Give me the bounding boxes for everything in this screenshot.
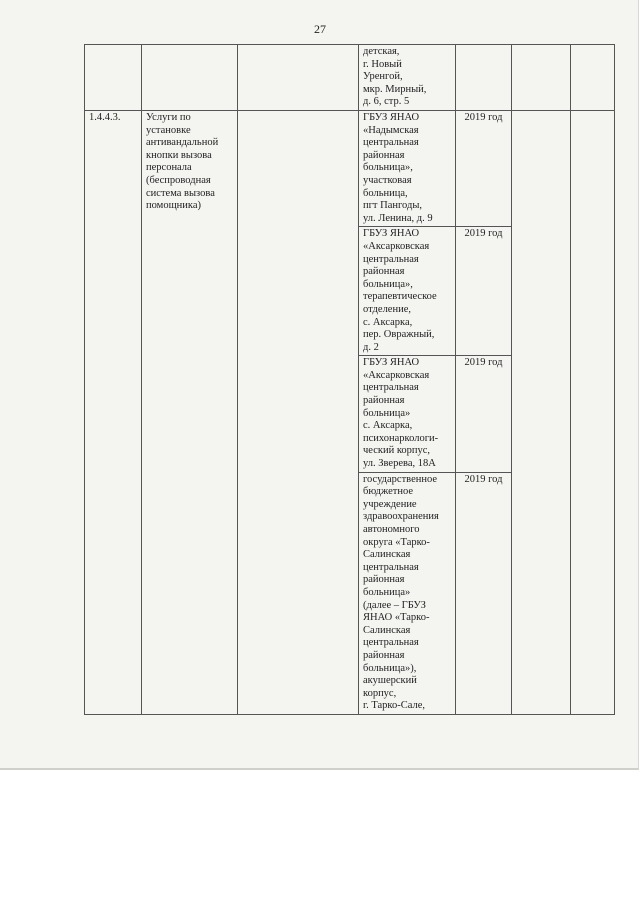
organization-text: ГБУЗ ЯНАО «Аксарковская центральная районная больница» с. Аксарка, психонаркологи- ческий корпус, ул. Зверева, 18А [363, 357, 439, 470]
table-row [85, 111, 615, 227]
cell-organization [359, 227, 456, 356]
cell-year [456, 45, 512, 111]
cell-year [456, 227, 512, 356]
cell-empty [512, 45, 571, 111]
cell-service [142, 111, 238, 715]
year-text: 2019 год [464, 228, 503, 240]
cell-number [85, 111, 142, 715]
cell-organization [359, 45, 456, 111]
year-text: 2019 год [464, 112, 503, 123]
cell-empty [238, 111, 359, 715]
cell-organization [359, 472, 456, 714]
cell-service [142, 45, 238, 111]
year-text: 2019 год [464, 357, 503, 369]
organization-text: детская, г. Новый Уренгой, мкр. Мирный, д. 6, стр. 5 [363, 46, 427, 108]
page-number: 27 [314, 22, 326, 36]
cell-empty [571, 45, 615, 111]
cell-year [456, 111, 512, 227]
cell-empty [238, 45, 359, 111]
table-row [85, 45, 615, 111]
cell-organization [359, 111, 456, 227]
cell-number [85, 45, 142, 111]
year-text: 2019 год [464, 473, 503, 485]
organization-text: государственное бюджетное учреждение здравоохранения автономного округа «Тарко- Салинская центральная районная больница» (далее – ГБУЗ ЯНАО «Тарко- Салинская центральная районная больница»), акушерский корпус, г. Тарко-Сале, [363, 473, 439, 712]
organization-text: ГБУЗ ЯНАО «Аксарковская центральная районная больница», терапевтическое отделение, с. Аксарка, пер. Овражный, д. 2 [363, 228, 437, 353]
cell-year [456, 356, 512, 472]
cell-empty [571, 111, 615, 715]
cell-year [456, 472, 512, 714]
entry-number: 1.4.4.3. [89, 112, 121, 123]
document-table [84, 44, 615, 715]
service-text: Услуги по установке антивандальной кнопки вызова персонала (беспроводная система вызова помощника) [146, 112, 219, 212]
organization-text: ГБУЗ ЯНАО «Надымская центральная районная больница», участковая больница, пгт Пангоды, ул. Ленина, д. 9 [363, 112, 433, 224]
cell-organization [359, 356, 456, 472]
cell-empty [512, 111, 571, 715]
